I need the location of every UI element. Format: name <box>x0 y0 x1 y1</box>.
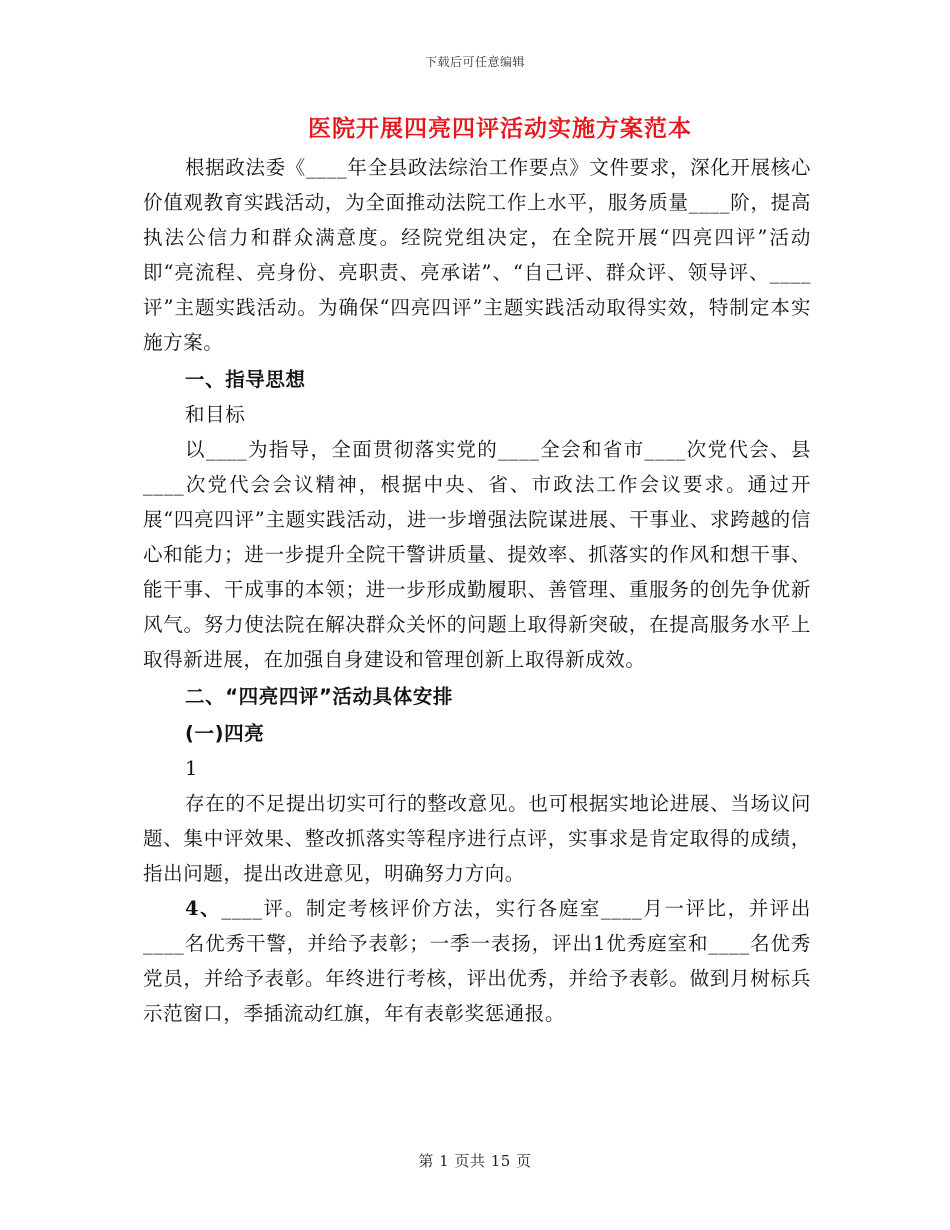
section-heading-continuation: 和目标 <box>185 403 246 426</box>
item-number: 1 <box>185 757 199 780</box>
item4-paragraph <box>143 891 811 1031</box>
document-body <box>143 150 811 1031</box>
page-number: 第 1 页共 15 页 <box>418 1152 532 1170</box>
item4-lead: 4、 <box>185 897 222 920</box>
section-heading-arrangement: 二、“四亮四评”活动具体安排 <box>185 685 454 708</box>
document-title: 医院开展四亮四评活动实施方案范本 <box>308 115 692 142</box>
guiding-paragraph: 以____为指导，全面贯彻落实党的____全会和省市____次党代会、县____次党代会会议精神，根据中央、省、市政法工作会议要求。通过开展“四亮四评”主题实践活动，进一步增强法院谋进展、干事业、求跨越的信心和能力；进一步提升全院干警讲质量、提效率、抓落实的作风和想干事、能干事、干成事的本领；进一步形成勤履职、善管理、重服务的创先争优新风气。努力使法院在解决群众关怀的问题上取得新突破，在提高服务水平上取得新进展，在加强自身建设和管理创新上取得新成效。 <box>143 438 811 671</box>
rectify-paragraph: 存在的不足提出切实可行的整改意见。也可根据实地论进展、当场议问题、集中评效果、整改抓落实等程序进行点评，实事求是肯定取得的成绩，指出问题，提出改进意见，明确努力方向。 <box>143 792 811 885</box>
header-note: 下载后可任意编辑 <box>424 55 525 69</box>
intro-paragraph: 根据政法委《____年全县政法综治工作要点》文件要求，深化开展核心价值观教育实践活动，为全面推动法院工作上水平，服务质量____阶，提高执法公信力和群众满意度。经院党组决定，在全院开展“四亮四评”活动即“亮流程、亮身份、亮职责、亮承诺”、“自己评、群众评、领导评、____评”主题实践活动。为确保“四亮四评”主题实践活动取得实效，特制定本实施方案。 <box>143 156 811 354</box>
subsection-heading-four-liang: (一)四亮 <box>185 722 265 745</box>
section-heading-guiding: 一、指导思想 <box>185 368 306 391</box>
item4-text: ____评。制定考核评价方法，实行各庭室____月一评比，并评出____名优秀干警，并给予表彰；一季一表扬，评出1优秀庭室和____名优秀党员，并给予表彰。年终进行考核，评出优秀，并给予表彰。做到月树标兵示范窗口，季插流动红旗，年有表彰奖惩通报。 <box>143 897 811 1025</box>
